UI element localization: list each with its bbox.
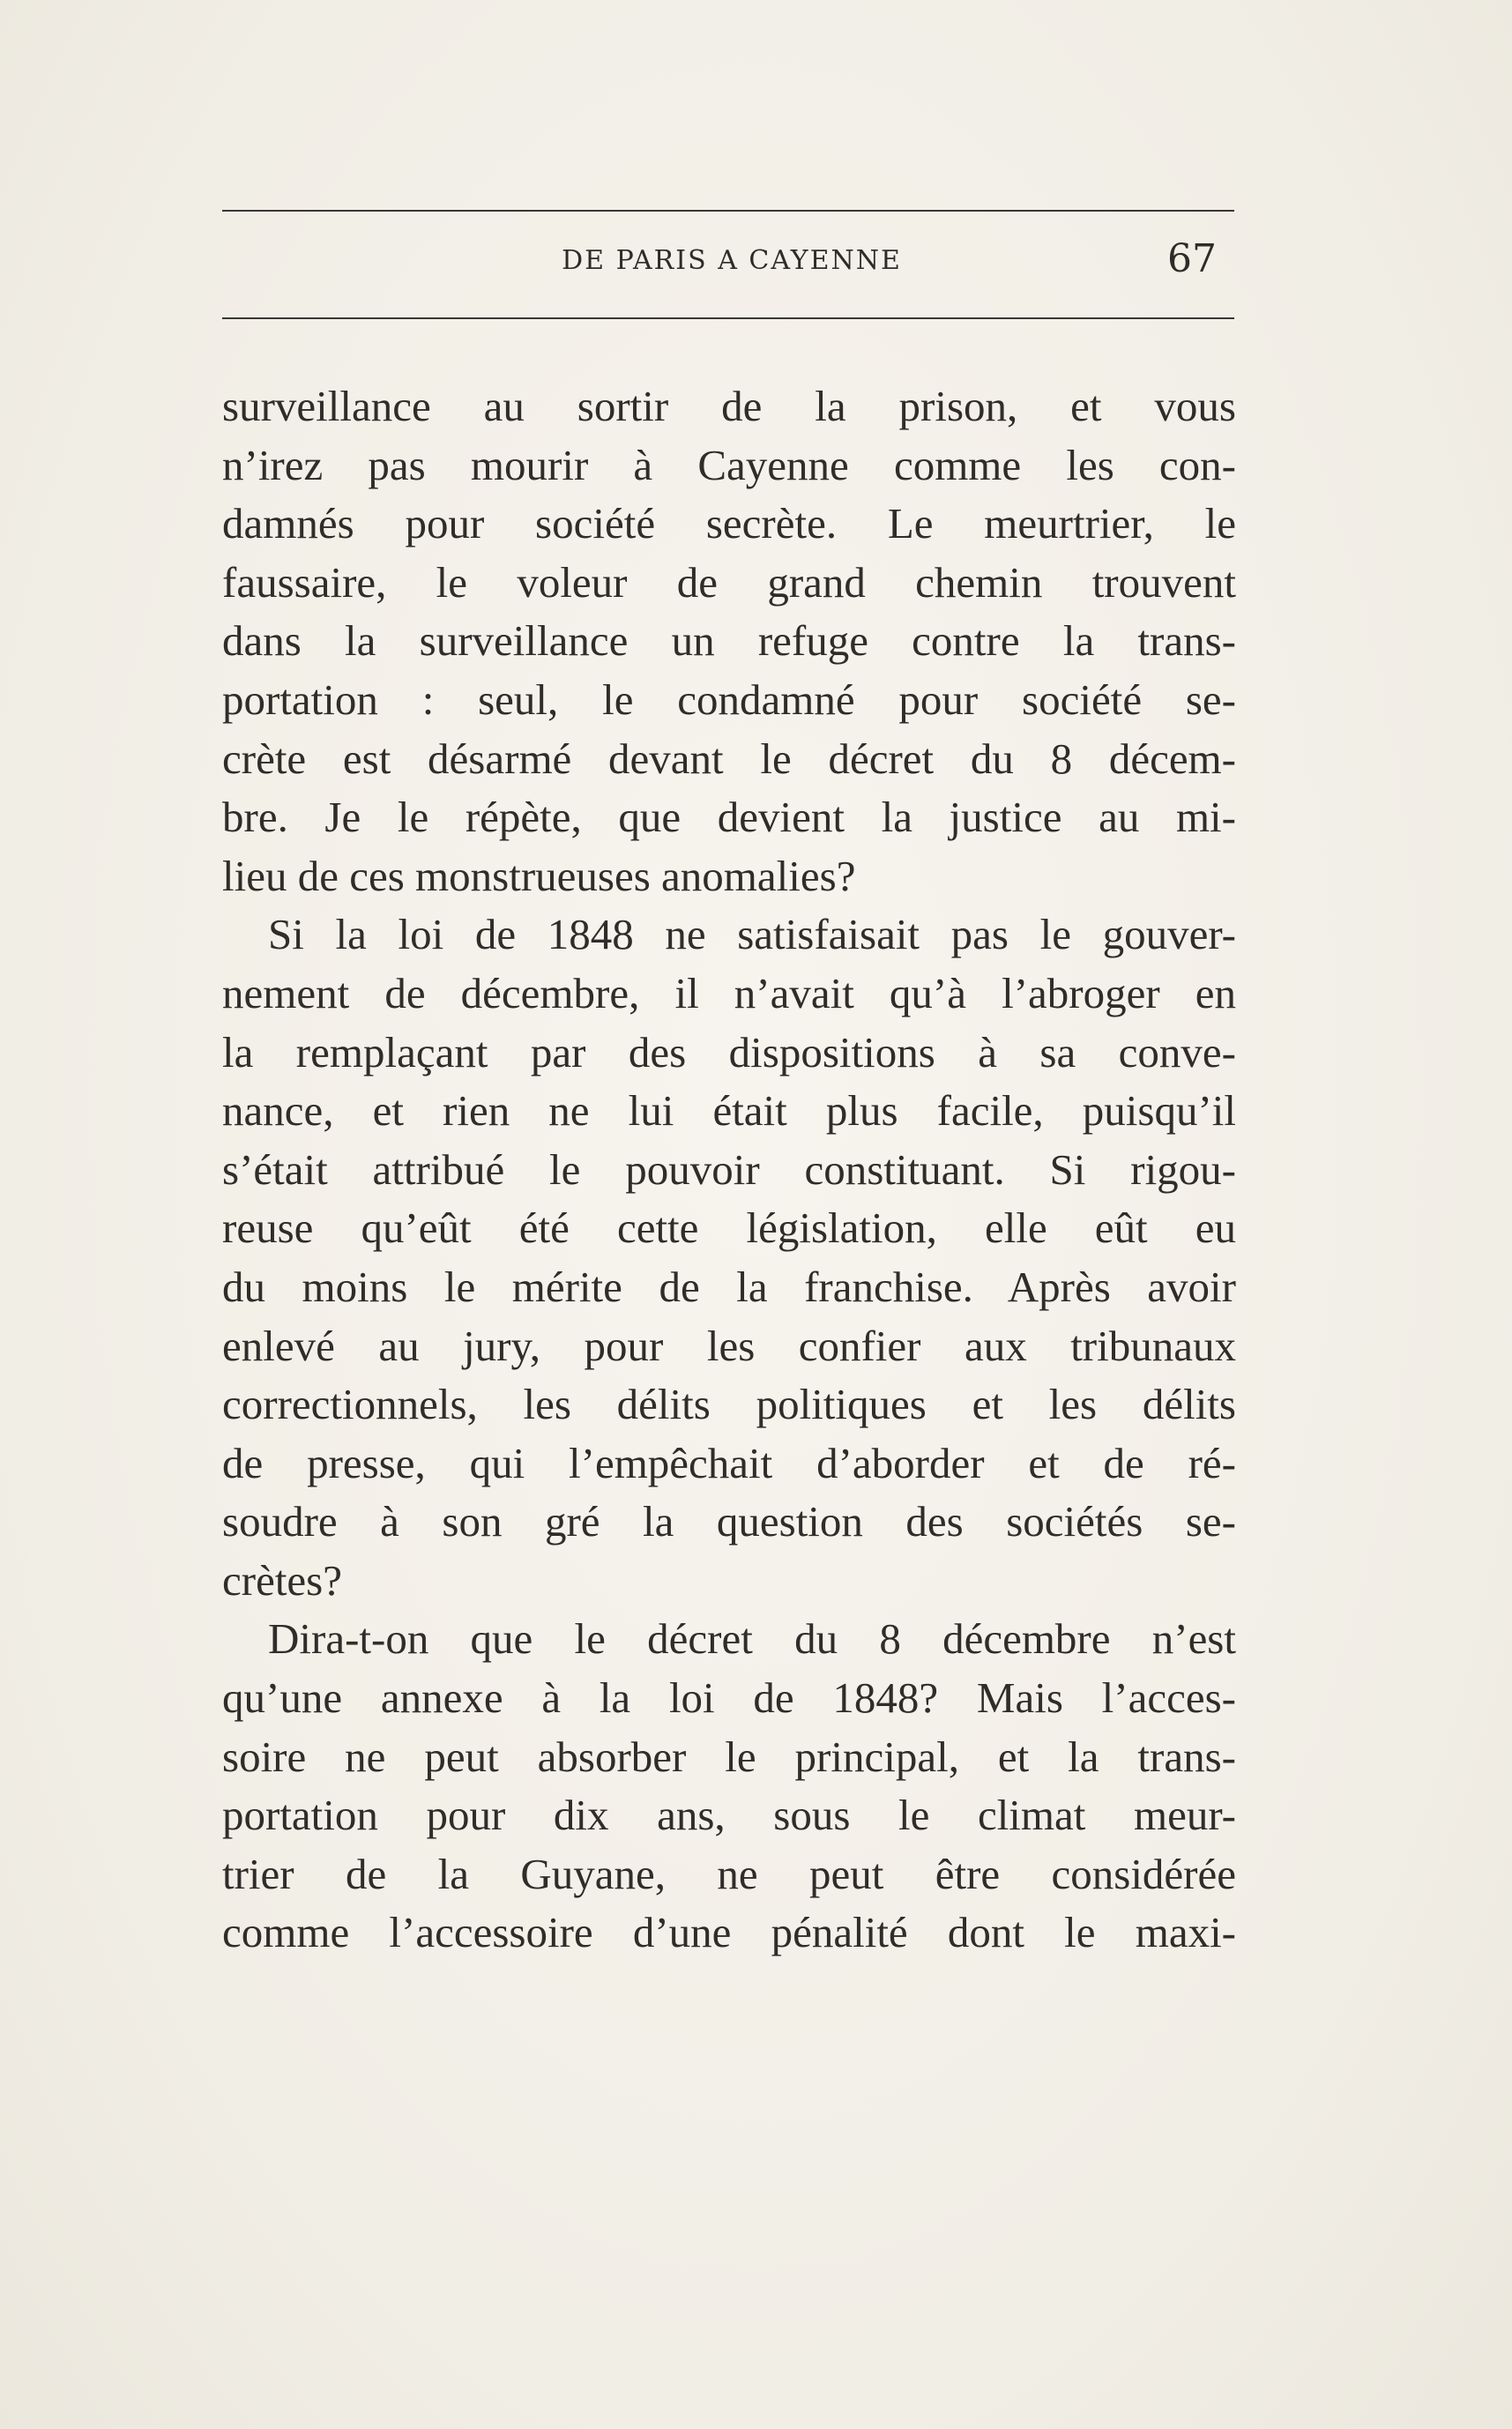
text-line: dans la surveillance un refuge contre la trans- bbox=[222, 616, 1236, 666]
running-head: DE PARIS A CAYENNE bbox=[562, 245, 902, 276]
text-line: comme l’accessoire d’une pénalité dont le maxi- bbox=[222, 1908, 1236, 1957]
text-line: correctionnels, les délits politiques et les délits bbox=[222, 1380, 1236, 1429]
text-line: surveillance au sortir de la prison, et vous bbox=[222, 382, 1236, 430]
text-line: reuse qu’eût été cette législation, elle eût eu bbox=[222, 1203, 1236, 1253]
text-line: bre. Je le répète, que devient la justice au mi- bbox=[222, 793, 1236, 842]
text-line: portation : seul, le condamné pour société se- bbox=[222, 674, 1236, 724]
text-line: n’irez pas mourir à Cayenne comme les con- bbox=[222, 440, 1236, 489]
body-text bbox=[222, 377, 1236, 1963]
text-line: Si la loi de 1848 ne satisfaisait pas le gouver- bbox=[268, 910, 1236, 959]
text-line: la remplaçant par des dispositions à sa conve- bbox=[222, 1027, 1236, 1077]
text-line: de presse, qui l’empêchait d’aborder et de ré- bbox=[222, 1438, 1236, 1487]
text-line: nement de décembre, il n’avait qu’à l’abroger en bbox=[222, 968, 1236, 1017]
text-line: Dira-t-on que le décret du 8 décembre n’est bbox=[268, 1614, 1236, 1664]
page-number: 67 bbox=[1167, 236, 1217, 281]
text-line: enlevé au jury, pour les confier aux tribunaux bbox=[222, 1321, 1236, 1370]
header-rule-bottom bbox=[222, 317, 1234, 319]
text-line: crète est désarmé devant le décret du 8 décem- bbox=[222, 734, 1236, 783]
text-line: lieu de ces monstrueuses anomalies? bbox=[222, 851, 856, 900]
text-line: s’était attribué le pouvoir constituant. Si rigou- bbox=[222, 1144, 1236, 1194]
text-line: nance, et rien ne lui était plus facile, puisqu’il bbox=[222, 1086, 1236, 1136]
header-rule-top bbox=[222, 210, 1234, 212]
text-line: faussaire, le voleur de grand chemin trouvent bbox=[222, 557, 1236, 607]
text-line: soudre à son gré la question des sociétés se- bbox=[222, 1497, 1236, 1546]
text-line: soire ne peut absorber le principal, et la trans- bbox=[222, 1732, 1236, 1781]
text-line: portation pour dix ans, sous le climat meur- bbox=[222, 1791, 1236, 1840]
text-line: du moins le mérite de la franchise. Après avoir bbox=[222, 1262, 1236, 1311]
text-line: damnés pour société secrète. Le meurtrier, le bbox=[222, 499, 1236, 548]
text-line: crètes? bbox=[222, 1555, 342, 1605]
text-line: trier de la Guyane, ne peut être considérée bbox=[222, 1849, 1236, 1898]
text-line: qu’une annexe à la loi de 1848? Mais l’acces- bbox=[222, 1673, 1236, 1723]
